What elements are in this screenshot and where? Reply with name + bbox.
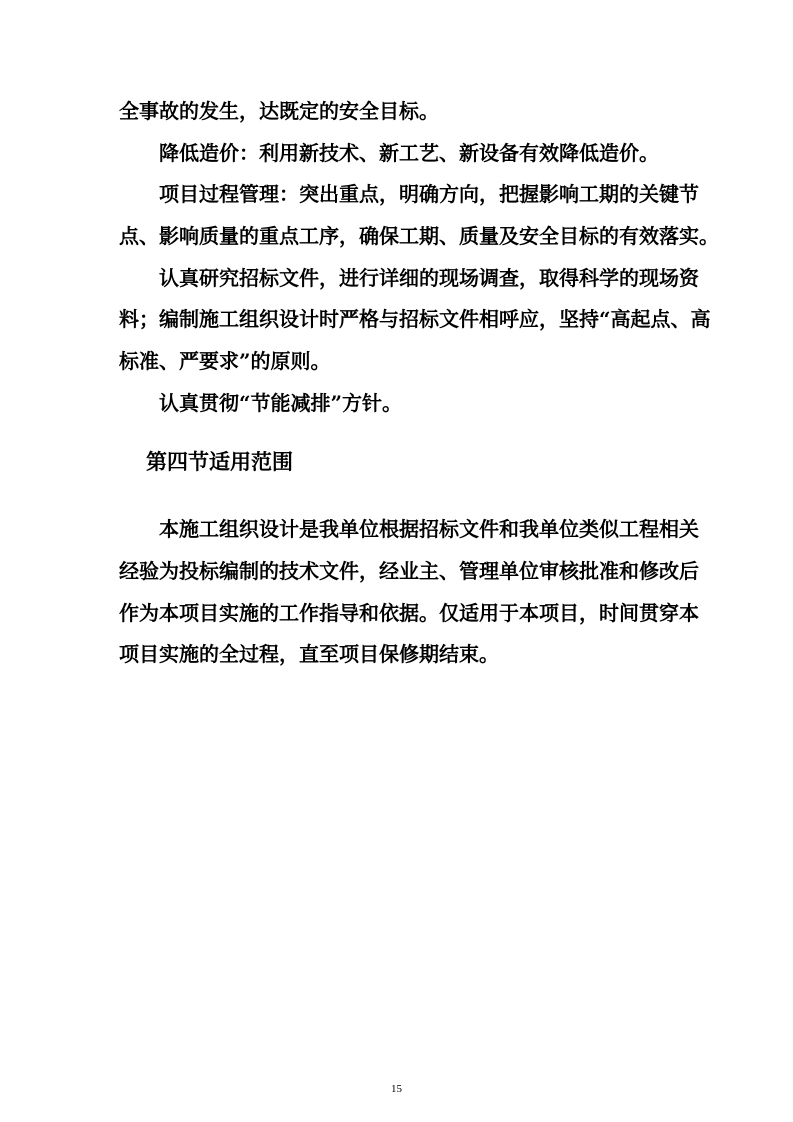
body-line: 经验为投标编制的技术文件，经业主、管理单位审核批准和修改后 [119,559,699,583]
body-line: 本施工组织设计是我单位根据招标文件和我单位类似工程相关 [159,517,699,541]
body-line: 项目实施的全过程，直至项目保修期结束。 [119,642,499,666]
body-line: 降低造价：利用新技术、新工艺、新设备有效降低造价。 [159,141,659,165]
body-line: 标准、严要求”的原则。 [119,349,331,373]
body-line: 料；编制施工组织设计时严格与招标文件相呼应，坚持“高起点、高 [119,307,711,331]
body-line: 作为本项目实施的工作指导和依据。仅适用于本项目，时间贯穿本 [119,601,699,625]
body-line: 认真研究招标文件，进行详细的现场调查，取得科学的现场资 [159,266,699,290]
page-number: 15 [391,1083,402,1095]
body-line: 全事故的发生，达既定的安全目标。 [119,99,439,123]
body-line: 点、影响质量的重点工序，确保工期、质量及安全目标的有效落实。 [119,224,719,248]
section-heading: 第四节适用范围 [146,449,293,474]
body-line: 项目过程管理：突出重点，明确方向，把握影响工期的关键节 [159,182,699,206]
body-line: 认真贯彻“节能减排”方针。 [159,391,403,415]
